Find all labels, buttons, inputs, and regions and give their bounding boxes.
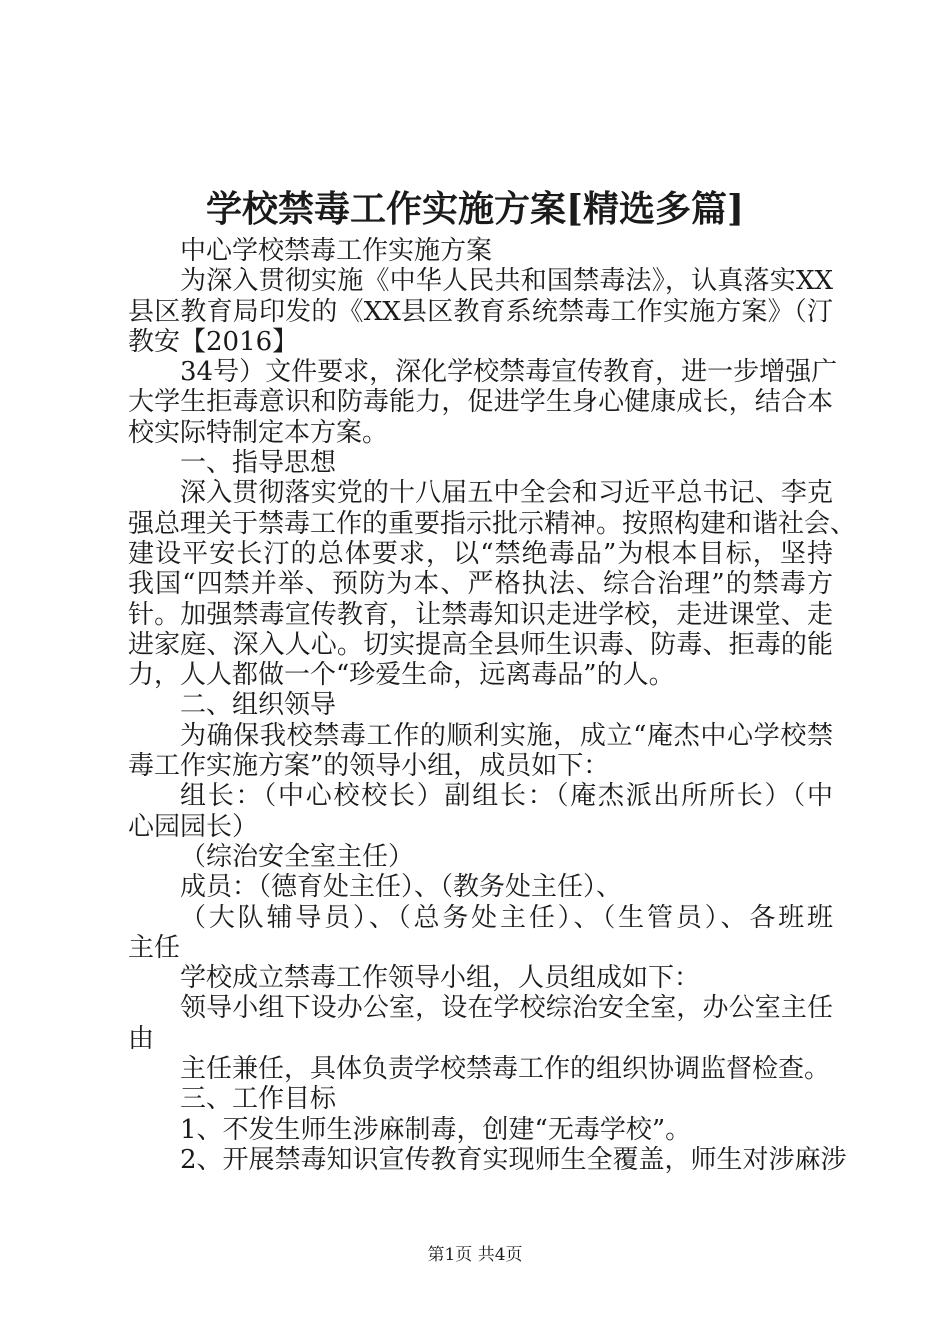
body-line: （大队辅导员）、（总务处主任）、（生管员）、各班班 (180, 902, 833, 933)
body-line: 进家庭、深入人心。切实提高全县师生识毒、防毒、拒毒的能 (128, 629, 833, 660)
body-line: 学校成立禁毒工作领导小组，人员组成如下： (180, 963, 701, 994)
body-line: 1、不发生师生涉麻制毒，创建“无毒学校”。 (180, 1114, 692, 1145)
body-line: 主任兼任，具体负责学校禁毒工作的组织协调监督检查。 (180, 1054, 831, 1085)
document-title: 学校禁毒工作实施方案[精选多篇] (205, 188, 745, 230)
body-line: （综治安全室主任） (180, 841, 415, 872)
body-line: 校实际特制定本方案。 (128, 417, 389, 448)
body-line: 教安【2016】 (128, 326, 299, 357)
body-line: 领导小组下设办公室，设在学校综治安全室，办公室主任 (180, 993, 833, 1024)
body-line: 中心学校禁毒工作实施方案 (180, 236, 493, 266)
body-line: 为确保我校禁毒工作的顺利实施，成立“庵杰中心学校禁 (180, 720, 833, 751)
body-line: 组长：（中心校校长）副组长：（庵杰派出所所长）（中 (180, 781, 833, 812)
body-line: 心园园长） (128, 811, 259, 842)
body-line: 毒工作实施方案”的领导小组，成员如下： (128, 751, 610, 782)
body-line: 主任 (128, 932, 181, 963)
section-heading: 一、指导思想 (180, 448, 337, 479)
body-line: 34号）文件要求，深化学校禁毒宣传教育，进一步增强广 (180, 357, 838, 388)
document-body (128, 236, 857, 1175)
section-heading: 三、工作目标 (180, 1084, 337, 1115)
body-line: 由 (128, 1023, 155, 1054)
body-line: 针。加强禁毒宣传教育，让禁毒知识走进学校，走进课堂、走 (128, 599, 833, 630)
body-line: 大学生拒毒意识和防毒能力，促进学生身心健康成长，结合本 (128, 387, 833, 418)
body-line: 为深入贯彻实施《中华人民共和国禁毒法》，认真落实XX (180, 266, 833, 297)
body-line: 2、开展禁毒知识宣传教育实现师生全覆盖，师生对涉麻涉 (180, 1144, 847, 1175)
body-line: 县区教育局印发的《XX县区教育系统禁毒工作实施方案》（汀 (128, 296, 833, 327)
page-footer: 第1页 共4页 (427, 1245, 523, 1265)
body-line: 强总理关于禁毒工作的重要指示批示精神。按照构建和谐社会、 (128, 508, 857, 539)
body-line: 深入贯彻落实党的十八届五中全会和习近平总书记、李克 (180, 478, 833, 509)
body-line: 我国“四禁并举、预防为本、严格执法、综合治理”的禁毒方 (128, 569, 833, 600)
section-heading: 二、组织领导 (180, 690, 337, 721)
body-line: 力，人人都做一个“珍爱生命，远离毒品”的人。 (128, 660, 675, 691)
body-line: 建设平安长汀的总体要求，以“禁绝毒品”为根本目标，坚持 (128, 538, 833, 569)
body-line: 成员：（德育处主任）、（教务处主任）、 (180, 872, 623, 903)
